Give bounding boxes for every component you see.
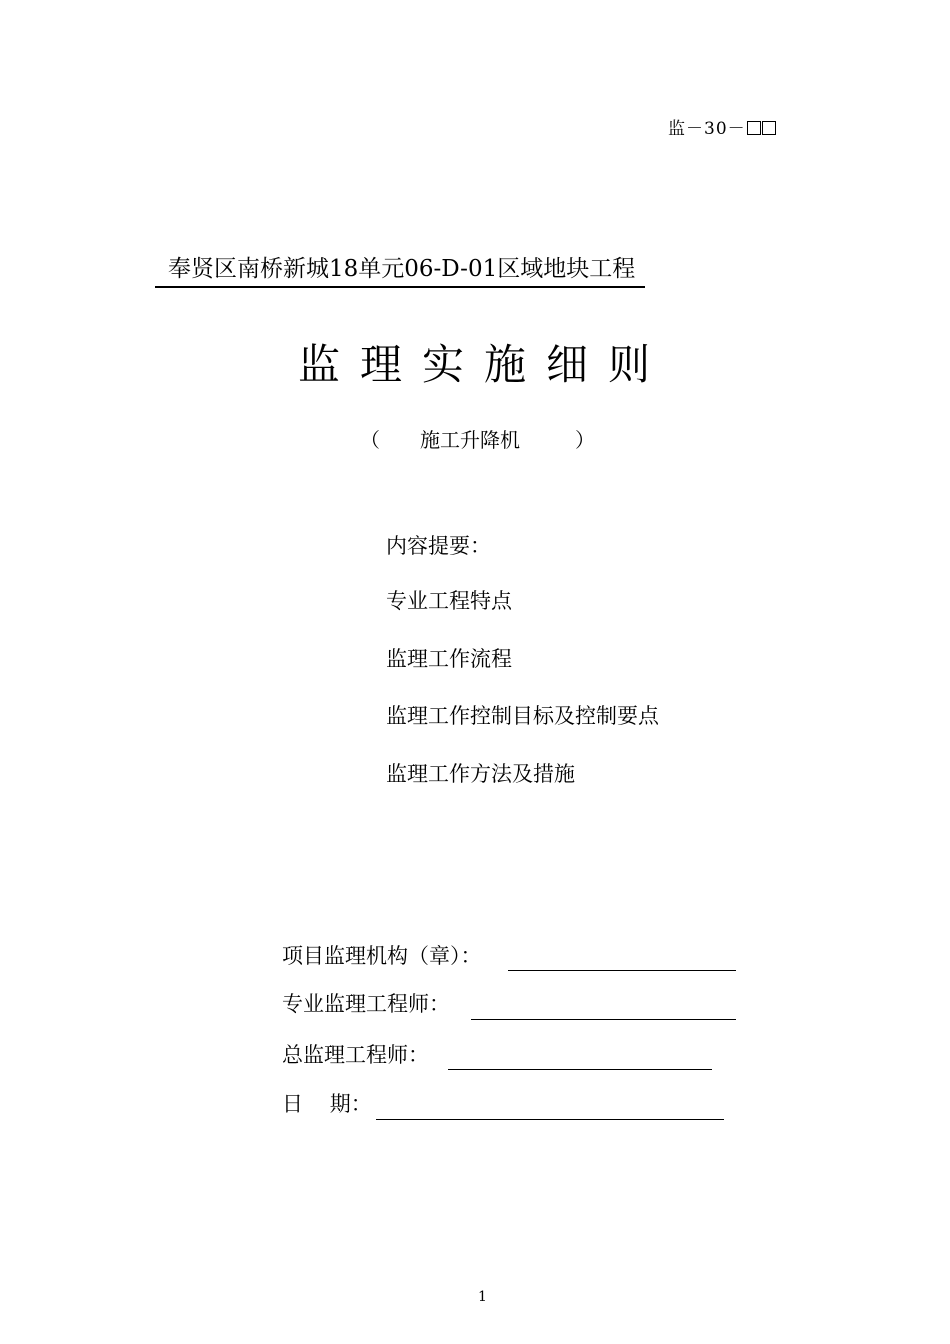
subtitle-subject: 施工升降机 [420, 428, 520, 452]
page-number: 1 [478, 1289, 487, 1305]
contents-heading: 内容提要： [386, 534, 491, 558]
blank-box-1 [747, 121, 761, 135]
contents-item: 监理工作流程 [386, 646, 512, 671]
signature-engineer-label: 专业监理工程师： [282, 992, 450, 1016]
signature-date [282, 1088, 372, 1118]
project-name: 奉贤区南桥新城18单元06-D-01区域地块工程 [168, 256, 636, 282]
project-name-underline [155, 286, 645, 288]
signature-organization [282, 940, 482, 970]
subtitle-paren-left: （ [360, 428, 380, 452]
signature-chief-engineer-line[interactable] [448, 1069, 712, 1070]
contents-list [386, 586, 659, 816]
signature-chief-engineer [282, 1039, 429, 1069]
contents-item: 监理工作控制目标及控制要点 [386, 704, 659, 728]
contents-item: 专业工程特点 [386, 589, 512, 613]
signature-engineer [282, 988, 450, 1018]
document-code [668, 114, 776, 139]
document-title: 监理实施细则 [298, 340, 671, 389]
signature-organization-line[interactable] [508, 970, 736, 971]
document-code-prefix: 监－30－ [668, 119, 746, 139]
subtitle-paren-right: ） [575, 428, 595, 452]
blank-box-2 [762, 121, 776, 135]
signature-date-label: 日 期： [282, 1092, 372, 1116]
contents-item: 监理工作方法及措施 [386, 761, 575, 786]
signature-date-line[interactable] [376, 1119, 724, 1120]
signature-engineer-line[interactable] [471, 1019, 736, 1020]
signature-chief-engineer-label: 总监理工程师： [282, 1043, 429, 1067]
signature-organization-label: 项目监理机构（章）： [282, 944, 482, 968]
